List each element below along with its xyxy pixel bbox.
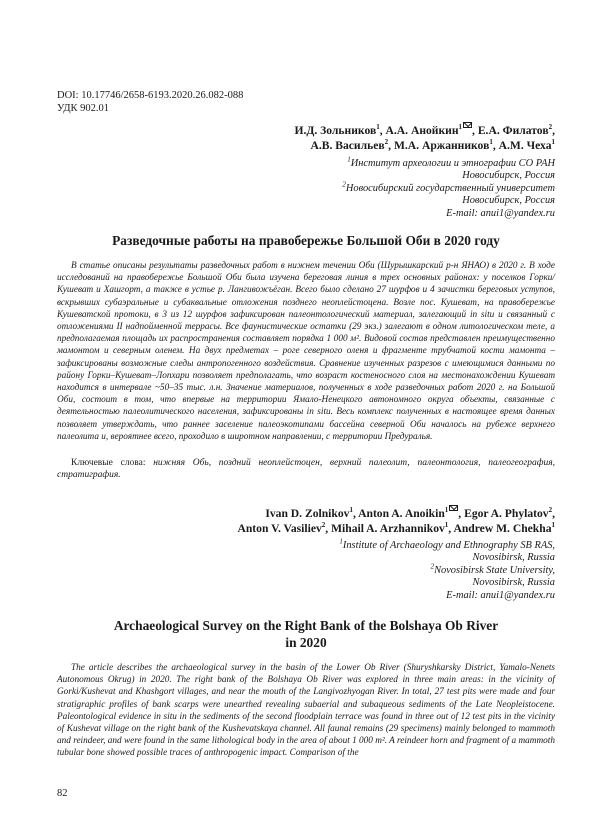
author-name: И.Д. Зольников: [294, 124, 377, 137]
author-name: Anton V. Vasiliev: [237, 522, 322, 535]
affiliation-index: 1: [339, 537, 343, 546]
affiliation-text: Novosibirsk, Russia: [472, 577, 555, 589]
author-affiliation-index: 1: [489, 138, 493, 147]
udc-code: УДК 902.01: [57, 102, 110, 114]
envelope-icon: [449, 505, 458, 511]
affiliation-text: Novosibirsk, Russia: [472, 552, 555, 564]
affiliation-text: Institute of Archaeology and Ethnography SB RAS,: [342, 540, 555, 551]
en-abstract: The article describes the archaeological survey in the basin of the Lower Ob River (Shuryshkarsky District, Yamalo-Nenets Autonomous Okrug) in 2020. The right bank of the Bolshaya Ob River was explored in three main areas: in the vicinity of Gorki/Kushevat and Khashgort villages, and near the mouth of the Langivozhyogan River. In total, 27 test pits were made and four stratigraphic profiles of bank scarps were unearthed revealing subaerial and subaqueous sediments of the Late Neopleistocene. Paleontological evidence in situ in the sediments of the second floodplain terrace was found in three out of 12 test pits in the vicinity of Kushevat village on the right bank of the Kushevatskaya channel. All faunal remains (29 specimens) mainly belonged to mammoth and reindeer, and were found in the same lithological body in the area of about 1 000 m². A reindeer horn and fragment of a mammoth tubular bone showed possible traces of anthropogenic impact. Comparison of the: [57, 663, 555, 759]
affiliation-line[interactable]: [342, 208, 555, 220]
author-separator: ,: [492, 139, 499, 152]
affiliation-line: [339, 577, 555, 589]
author-name: А.М. Чеха: [498, 139, 552, 152]
affiliation-text: E-mail: anui1@yandex.ru: [446, 589, 555, 601]
affiliation-line: [339, 552, 555, 564]
author-affiliation-index: 1: [551, 138, 555, 147]
author-separator: ,: [552, 124, 555, 137]
en-title-line-2: in 2020: [285, 635, 327, 650]
author-separator: ,: [325, 522, 332, 535]
affiliation-line: [342, 155, 555, 170]
author-separator: ,: [448, 522, 454, 535]
affiliation-text: E-mail: anui1@yandex.ru: [446, 207, 555, 219]
keywords-values: нижняя Обь, поздний неоплейстоцен, верхний палеолит, палеонтология, палеогеография, стратиграфия.: [57, 458, 555, 481]
en-authors-line-1: [237, 505, 555, 521]
author-separator: ,: [379, 124, 386, 137]
author-name: Ivan D. Zolnikov: [265, 507, 350, 520]
author-affiliation-index: 1: [458, 123, 463, 132]
affiliation-text: Novosibirsk State University,: [434, 564, 555, 576]
en-authors: [237, 505, 555, 536]
keywords-label: Ключевые слова:: [71, 458, 146, 468]
author-affiliation-index: 1: [349, 506, 353, 515]
author-separator: ,: [552, 507, 555, 520]
author-affiliation-index: 1: [444, 521, 449, 530]
author-name: А.В. Васильев: [310, 139, 385, 152]
affiliation-line: [342, 170, 555, 182]
author-separator: ,: [472, 124, 478, 137]
affiliation-line: [339, 537, 555, 552]
affiliation-text: Новосибирск, Россия: [462, 170, 555, 182]
author-separator: ,: [388, 139, 394, 152]
en-affiliations: [339, 537, 555, 602]
author-name: А.А. Анойкин: [385, 124, 459, 137]
affiliation-line: [342, 195, 555, 207]
affiliation-text: Институт археологии и этнографии СО РАН: [350, 158, 555, 169]
envelope-icon: [463, 122, 472, 128]
ru-authors-line-2: [294, 138, 555, 153]
doi[interactable]: DOI: 10.17746/2658-6193.2020.26.082-088: [57, 90, 244, 101]
affiliation-line[interactable]: [339, 590, 555, 602]
author-affiliation-index: 2: [321, 521, 326, 530]
affiliation-line: [342, 180, 555, 195]
author-name: Egor A. Phylatov: [464, 507, 549, 520]
affiliation-index: 2: [342, 180, 346, 189]
author-separator: ,: [352, 507, 359, 520]
affiliation-text: Новосибирск, Россия: [462, 195, 555, 207]
author-name: Anton A. Anoikin: [358, 507, 445, 520]
author-affiliation-index: 2: [548, 506, 553, 515]
author-affiliation-index: 2: [384, 138, 389, 147]
author-name: М.А. Аржанников: [393, 139, 490, 152]
ru-title: Разведочные работы на правобережье Большой Оби в 2020 году: [112, 233, 500, 248]
page-number: 82: [57, 788, 68, 799]
author-name: Andrew M. Chekha: [453, 522, 552, 535]
affiliation-index: 2: [430, 562, 435, 571]
author-name: Е.А. Филатов: [477, 124, 549, 137]
affiliation-line: [339, 562, 555, 577]
author-name: Mihail A. Arzhannikov: [331, 522, 445, 535]
ru-affiliations: [342, 155, 555, 220]
author-affiliation-index: 1: [376, 123, 380, 132]
ru-authors-line-1: [294, 122, 555, 138]
affiliation-index: 1: [347, 155, 351, 164]
ru-authors: [294, 122, 555, 153]
author-affiliation-index: 1: [551, 521, 555, 530]
ru-abstract: В статье описаны результаты разведочных работ в нижнем течении Оби (Шурышкарский р-н ЯНАО) в 2020 г. В ходе исследований на правобережье Большой Оби была изучена береговая линия в трех основных районах: у поселков Горки/Кушеват и Хашгорт, а также в устье р. Лангивожъёган. Всего было сделано 27 шурфов и 4 зачистки береговых уступов, вскрывших субаэральные и субаквальные отложения позднего неоплейстоцена. Возле пос. Кушеват, на правобережье Кушеватской протоки, в 3 из 12 шурфов зафиксирован палеонтологический материал, залегающий in situ и связанный с отложениями II надпойменной террасы. Все фаунистические остатки (29 экз.) залегают в одном литологическом теле, а предполагаемая площадь их распространения составляет порядка 1 000 м². Видовой состав представлен преимущественно мамонтом и северным оленем. На двух предметах – роге северного оленя и фрагменте трубчатой кости мамонта – зафиксированы возможные следы антропогенного воздействия. Сравнение изученных разрезов с имеющимися данными по району Горки–Кушеват–Лопхари позволяет предполагать, что возраст костеносного слоя на местонахождении Кушеват находится в интервале ~50–35 тыс. л.н. Значение материалов, полученных в ходе разведочных работ 2020 г. на Большой Оби, состоит в том, что впервые на территории Ямало-Ненецкого автономного округа объекты, связанные с деятельностью палеолитического населения, зафиксированы in situ. Весь комплекс полученных в настоящее время данных позволяет утверждать, что раннее заселение палеоэкотипами бассейна северной Оби началось на рубеже верхнего палеолита и, вероятнее всего, проходило в широтном направлении, с территории Предуралья.: [57, 261, 555, 442]
author-affiliation-index: 1: [444, 506, 449, 515]
author-separator: ,: [458, 507, 465, 520]
article-meta: [57, 90, 243, 115]
affiliation-text: Новосибирский государственный университет: [345, 182, 555, 194]
en-title-line-1: Archaeological Survey on the Right Bank of the Bolshaya Ob River: [113, 618, 499, 633]
en-authors-line-2: [237, 521, 555, 536]
author-affiliation-index: 2: [548, 123, 553, 132]
ru-keywords: [57, 457, 555, 482]
en-title: [57, 617, 555, 651]
